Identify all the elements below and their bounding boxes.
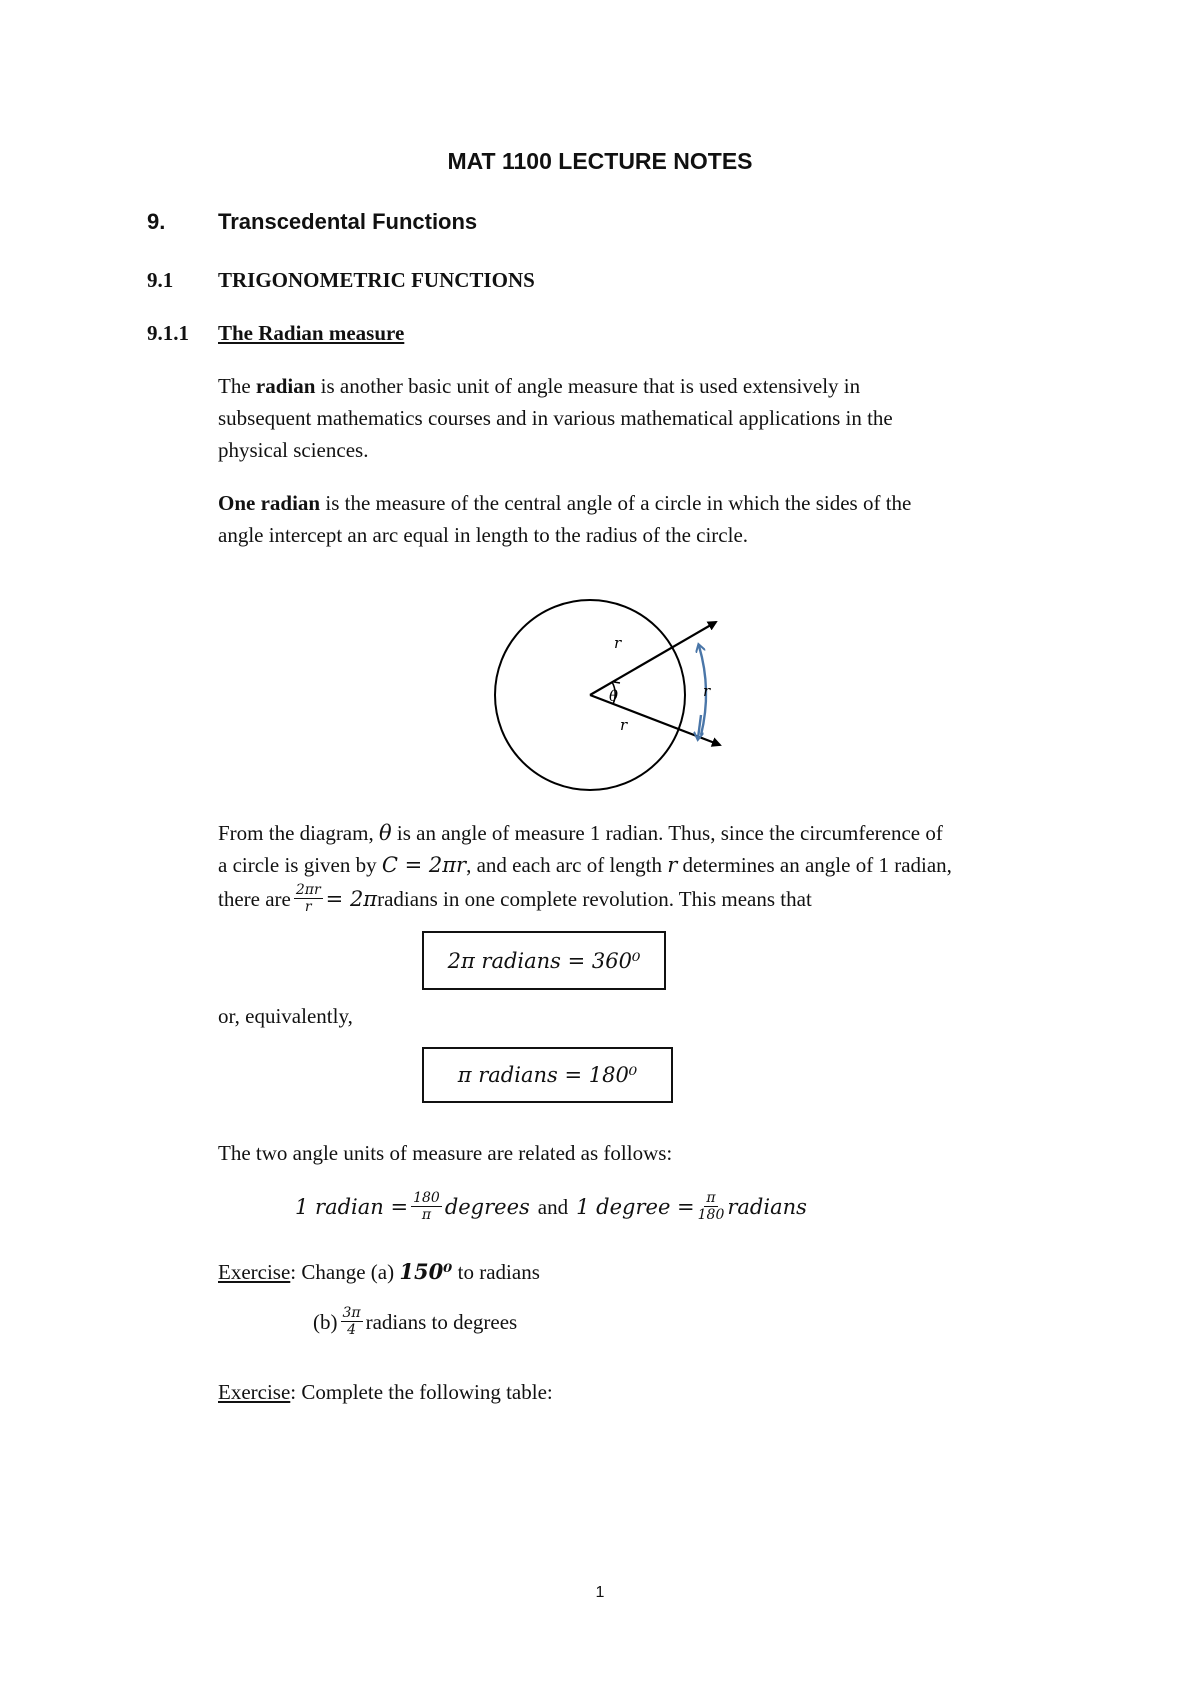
radian-diagram	[490, 590, 740, 800]
angle-arc-tick	[614, 682, 620, 683]
label-r-bottom: r	[620, 716, 628, 734]
paragraph-radian-line-1	[218, 370, 860, 402]
equals-2pi: = 2π	[325, 887, 378, 911]
subsubsection-title: The Radian measure	[218, 321, 405, 345]
text: From the diagram,	[218, 821, 379, 845]
circumference-formula: C = 2πr	[381, 853, 467, 877]
paragraph-diagram-line-3	[218, 883, 812, 915]
fraction-180-over-pi	[411, 1191, 442, 1223]
relation-part: 1 radian =	[295, 1195, 409, 1219]
formula-box-180: π radians = 180⁰	[422, 1047, 673, 1103]
relation-part: degrees	[444, 1195, 530, 1219]
page-number: 1	[595, 1584, 605, 1601]
part-label: (b)	[313, 1310, 338, 1334]
subsubsection-number: 9.1.1	[147, 321, 189, 345]
theta-symbol: θ	[378, 821, 392, 845]
r-symbol: r	[667, 853, 678, 877]
radius-arrow-top	[590, 622, 716, 695]
formula-box-360: 2π radians = 360⁰	[422, 931, 666, 990]
text: : Change (a)	[290, 1260, 400, 1284]
label-theta: θ	[609, 687, 619, 705]
text: radians to degrees	[365, 1310, 518, 1334]
page-title: MAT 1100 LECTURE NOTES	[447, 148, 753, 174]
fraction-3pi-over-4	[341, 1306, 363, 1338]
fraction-denominator: r	[304, 899, 312, 915]
fraction-denominator: π	[421, 1207, 432, 1223]
label-r-arc: r	[703, 682, 711, 700]
text: , and each arc of length	[466, 853, 668, 877]
text: is another basic unit of angle measure that is used extensively in	[315, 374, 861, 398]
paragraph-radian-line-2: subsequent mathematics courses and in various mathematical applications in the	[218, 406, 893, 430]
exercise-label: Exercise	[218, 1260, 291, 1284]
exercise-1b	[313, 1306, 517, 1338]
degree-value: 150⁰	[399, 1259, 453, 1284]
paragraph-one-radian-line-2: angle intercept an arc equal in length to the radius of the circle.	[218, 523, 749, 547]
paragraph-diagram-line-2	[218, 849, 952, 881]
paragraph-radian-line-3: physical sciences.	[218, 438, 369, 462]
relation-part: radians	[727, 1195, 807, 1219]
text: The	[218, 374, 256, 398]
fraction-denominator: 4	[347, 1322, 357, 1338]
term-radian: radian	[255, 374, 316, 398]
text: a circle is given by	[218, 853, 382, 877]
relation-intro: The two angle units of measure are related as follows:	[218, 1141, 673, 1165]
text: radians in one complete revolution. This means that	[377, 887, 812, 911]
text: to radians	[452, 1260, 540, 1284]
fraction-denominator: 180	[697, 1207, 725, 1223]
text: is the measure of the central angle of a circle in which the sides of the	[320, 491, 912, 515]
fraction-numerator: 180	[413, 1190, 440, 1206]
exercise-1	[218, 1256, 540, 1288]
fraction-pi-over-180	[698, 1191, 725, 1223]
equivalently-text: or, equivalently,	[218, 1004, 353, 1028]
text: is an angle of measure 1 radian. Thus, since the circumference of	[391, 821, 943, 845]
subsection-title: TRIGONOMETRIC FUNCTIONS	[218, 268, 535, 292]
fraction-numerator: 3π	[342, 1305, 361, 1321]
relation-and: and	[537, 1195, 569, 1219]
paragraph-one-radian-line-1	[218, 487, 911, 519]
fraction-2pir-over-r	[294, 883, 323, 915]
text: : Complete the following table:	[290, 1380, 553, 1404]
term-one-radian: One radian	[218, 491, 321, 515]
text: determines an angle of 1 radian,	[677, 853, 952, 877]
fraction-numerator: 2πr	[295, 882, 321, 898]
text: there are	[218, 887, 291, 911]
unit-relation	[295, 1191, 807, 1223]
section-title: Transcedental Functions	[218, 209, 478, 234]
exercise-label: Exercise	[218, 1380, 291, 1404]
relation-part: 1 degree =	[576, 1195, 695, 1219]
subsection-number: 9.1	[147, 268, 174, 292]
exercise-2	[218, 1376, 553, 1408]
section-number: 9.	[147, 209, 166, 234]
paragraph-diagram-line-1	[218, 817, 943, 849]
label-r-top: r	[614, 634, 622, 652]
fraction-numerator: π	[706, 1190, 716, 1206]
